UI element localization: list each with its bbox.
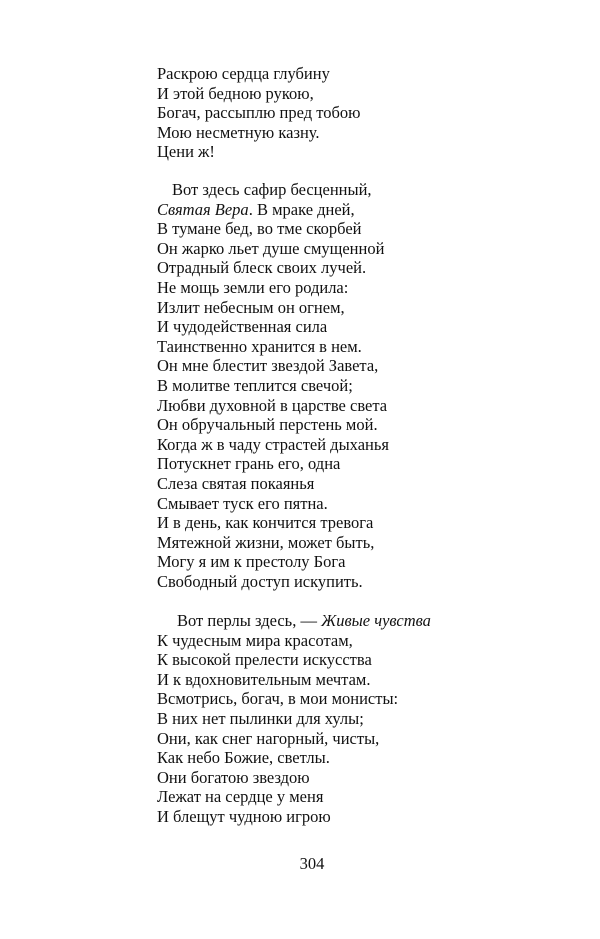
poem-line: Раскрою сердца глубину [157,64,330,83]
poem-line: Мою несметную казну. [157,122,320,142]
poem-line: Мятежной жизни, может быть, [157,532,375,552]
italic-phrase: Святая Вера [157,199,249,219]
stanza-2 [157,180,389,591]
poem-line: Они, как снег нагорный, чисты, [157,728,380,748]
poem-line: И чудодейственная сила [157,317,328,337]
poem-line: И в день, как кончится тревога [157,513,374,533]
stanza-3 [157,611,431,827]
poem-line: Лежат на сердце у меня [157,787,324,807]
poem-line: Слеза святая покаянья [157,473,315,493]
poem-line: Когда ж в чаду страстей дыханья [157,434,389,454]
poem-line: Потускнет грань его, одна [157,454,341,474]
page-number: 304 [299,854,325,873]
poem-line: Он жарко льет душе смущенной [157,238,385,258]
poem-line: Всмотрись, богач, в мои монисты: [157,689,399,709]
poem-line: Не мощь земли его родила: [157,277,349,297]
poem-line: Смывает туск его пятна. [157,493,328,513]
poem-line-mixed [157,200,389,220]
poem-line-mixed [157,611,431,631]
poem-line: Любви духовной в царстве света [157,395,388,415]
poem-line: Как небо Божие, светлы. [157,748,330,768]
poem-line: Он обручальный перстень мой. [157,415,378,435]
poem-line: Они богатою звездою [157,767,310,787]
poem-line: К высокой прелести искусства [157,650,372,670]
poem-line: И этой бедною рукою, [157,83,314,103]
poem-line-start: Вот перлы здесь, — [177,611,322,630]
poem-line: Свободный доступ искупить. [157,571,363,591]
poem-line: Таинственно хранится в нем. [157,336,362,356]
poem-line: Он мне блестит звездой Завета, [157,356,379,376]
poem-line: В них нет пылинки для хулы; [157,708,364,728]
poem-line-rest: . В мраке дней, [248,199,355,219]
poem-line: И блещут чудною игрою [157,806,331,826]
poem-line: Вот здесь сафир бесценный, [172,180,372,199]
poem-line: В молитве теплится свечой; [157,375,353,395]
poem-line: Цени ж! [157,142,215,162]
italic-phrase: Живые чувства [321,611,431,630]
poem-line: И к вдохновительным мечтам. [157,669,371,689]
poem-line: К чудесным мира красотам, [157,630,353,650]
poem-line: В тумане бед, во тме скорбей [157,219,362,239]
poem-line: Излит небесным он огнем, [157,297,345,317]
poem-line: Отрадный блеск своих лучей. [157,258,367,278]
stanza-1 [157,64,360,162]
poem-line: Богач, рассыплю пред тобою [157,103,361,123]
poem-line: Могу я им к престолу Бога [157,552,346,572]
